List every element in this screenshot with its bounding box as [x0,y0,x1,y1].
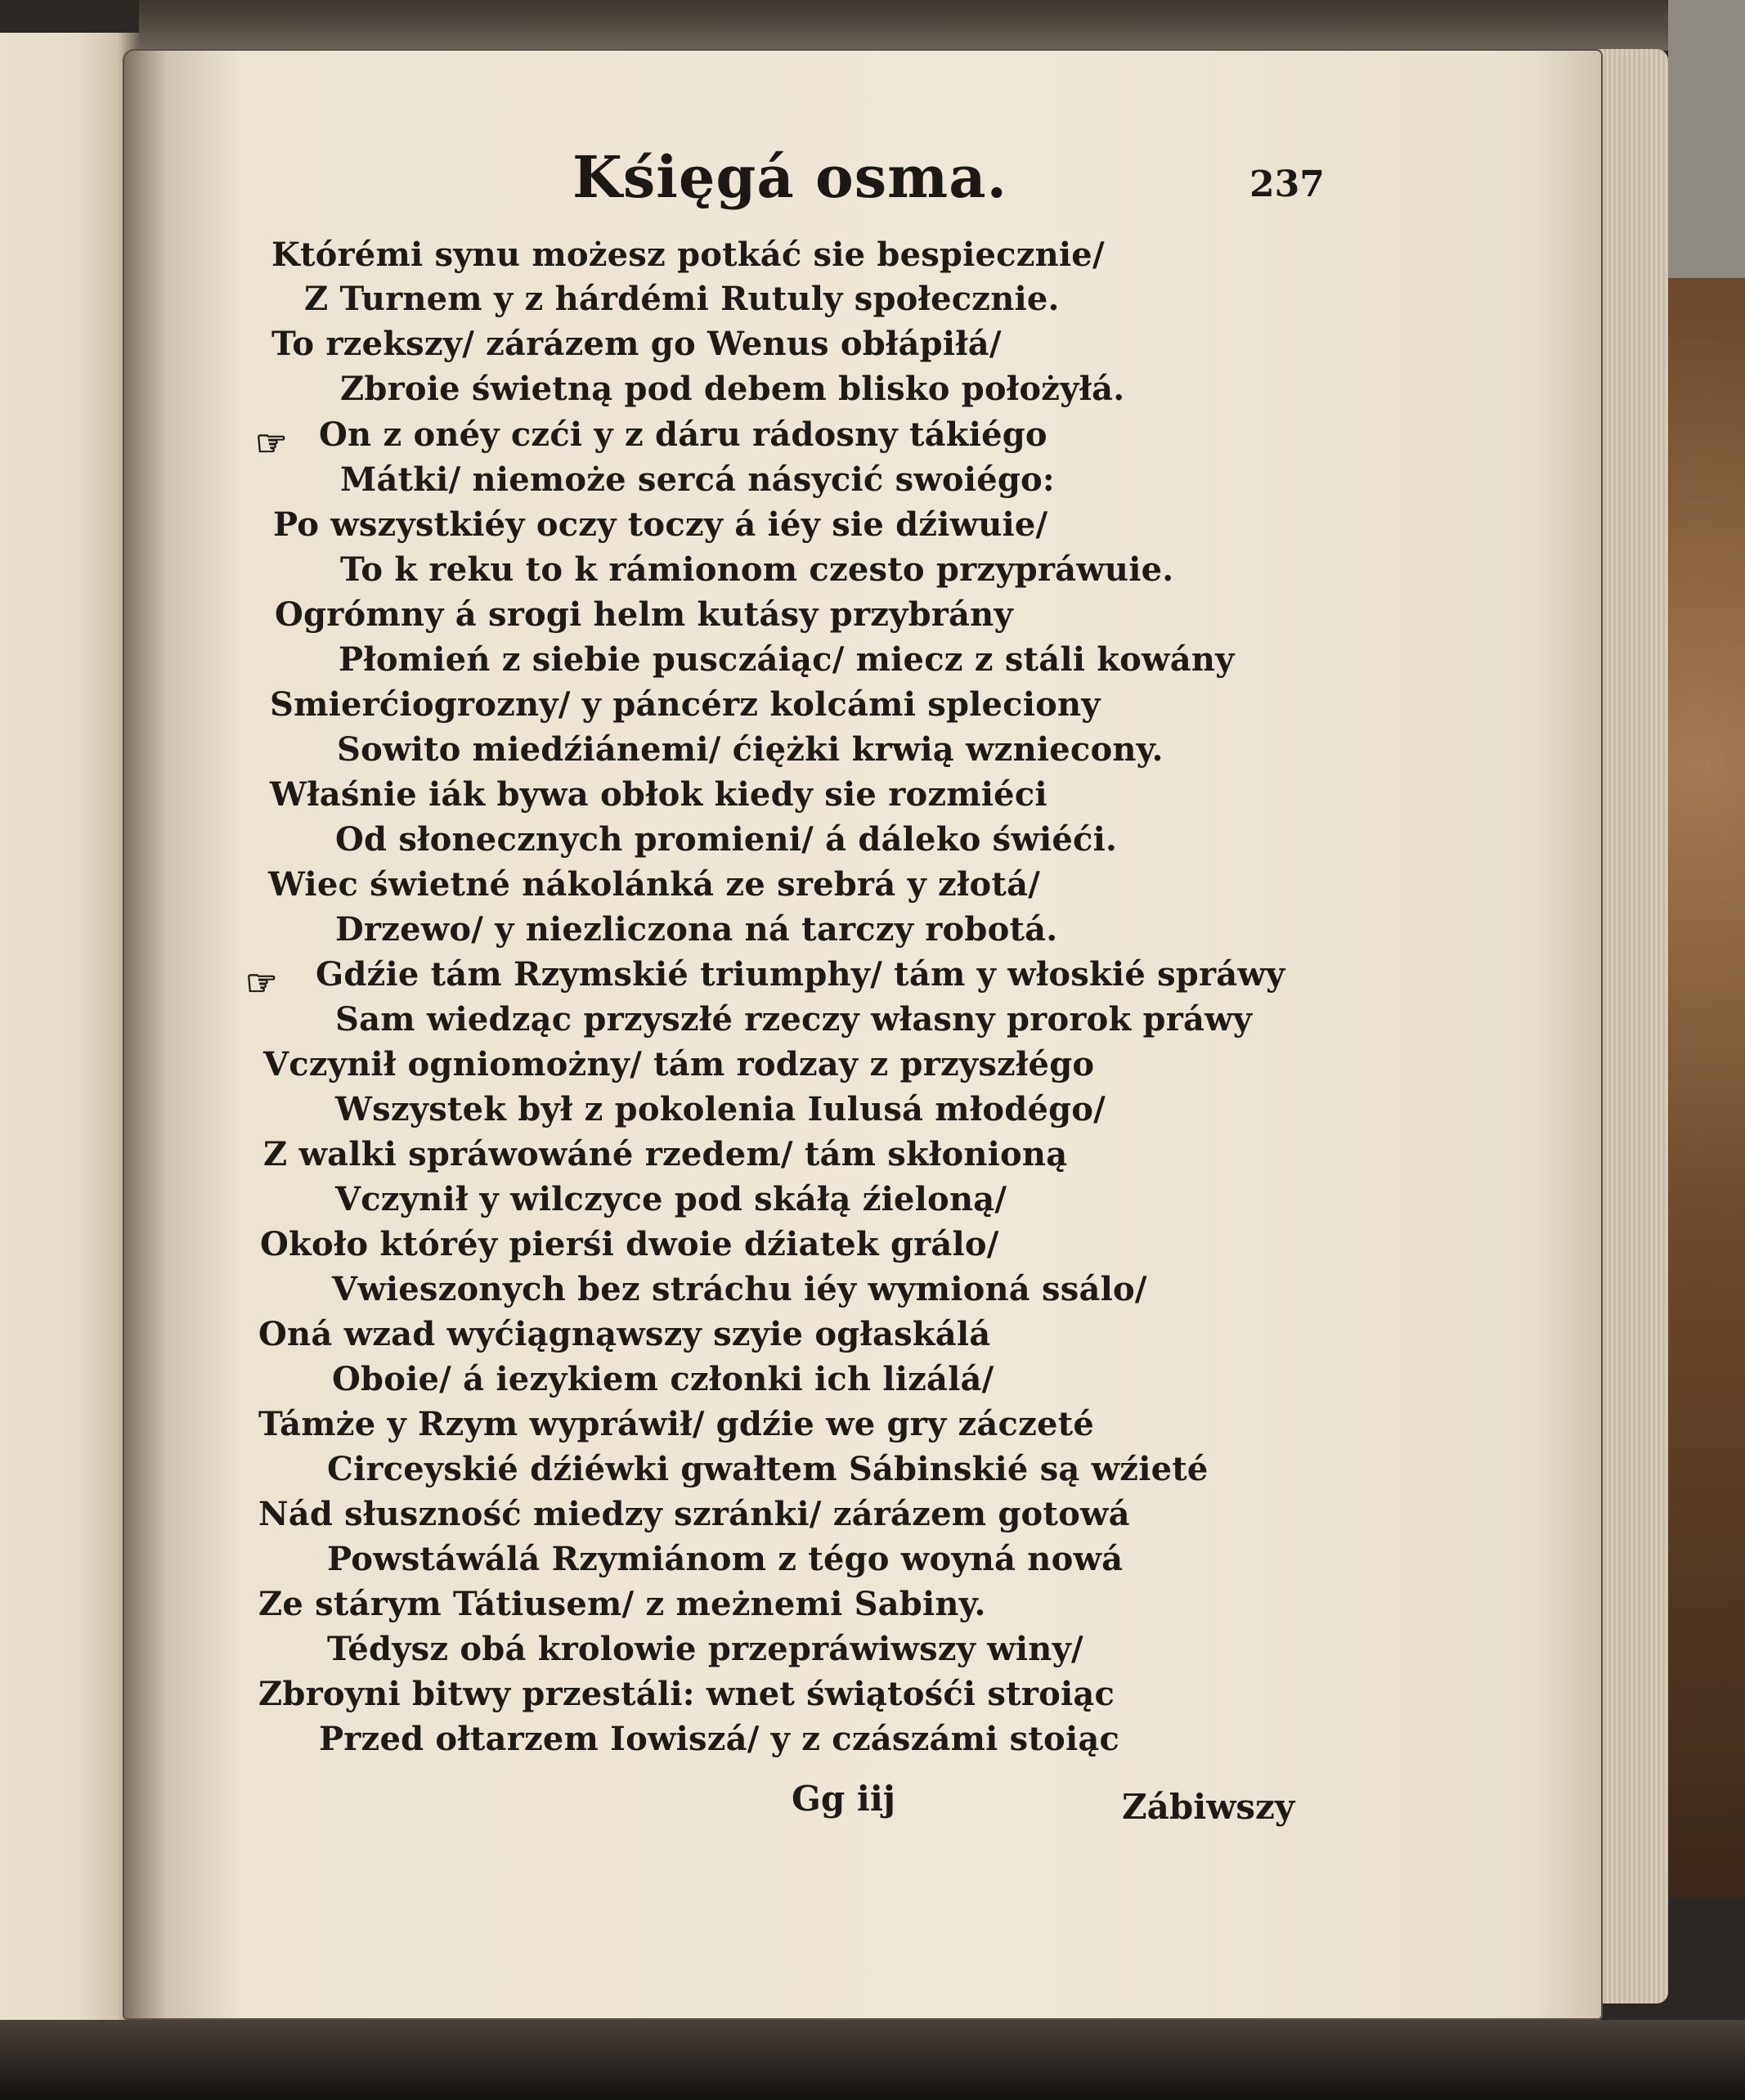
verse-line: Drzewo/ y niezliczona ná tarczy robotá. [335,910,1058,949]
verse-line: Circeyskié dźiéwki gwałtem Sábinskié są wźieté [327,1450,1209,1488]
verse-line: Oboie/ á iezykiem członki ich lizálá/ [332,1360,994,1398]
verse-line: On z onéy czći y z dáru rádosny tákiégo [319,415,1047,454]
signature-mark: Gg iij [792,1779,895,1819]
verse-line: To k reku to k rámionom czesto przypráwuie. [340,550,1174,589]
verse-line: Którémi synu możesz potkáć sie bespiecznie/ [271,236,1105,274]
verse-line: Z Turnem y z hárdémi Rutuly społecznie. [304,280,1060,318]
verse-line: Támże y Rzym wypráwił/ gdźie we gry záczeté [258,1405,1094,1443]
paragraph-mark-icon: ☞ [255,423,288,464]
verse-line: Wiec świetné nákolánká ze srebrá y złotá/ [268,865,1041,904]
verse-line: Powstáwálá Rzymiánom z tégo woyná nowá [327,1540,1124,1578]
catchword: Zábiwszy [1122,1787,1295,1827]
marbled-board [1668,278,1745,1897]
verse-line: Vwieszonych bez stráchu iéy wymioná ssálo/ [332,1270,1147,1308]
verse-line: Z walki spráwowáné rzedem/ tám skłonioną [263,1135,1068,1173]
verse-line: Od słonecznych promieni/ á dáleko świéći. [335,820,1118,859]
verse-line: Ze stárym Tátiusem/ z meżnemi Sabiny. [258,1585,986,1623]
verse-line: Nád słuszność miedzy szránki/ zárázem gotowá [258,1495,1130,1533]
verse-line: Gdźie tám Rzymskié triumphy/ tám y włoskié spráwy [316,955,1285,994]
page-number: 237 [1249,164,1325,205]
verse-line: Zbroie świetną pod debem blisko położyłá. [340,370,1125,408]
verse-line: Oná wzad wyćiągnąwszy szyie ogłaskálá [258,1315,991,1353]
left-page-edge [0,33,139,2061]
background-right [1668,0,1745,278]
paragraph-mark-icon: ☞ [245,962,278,1004]
verse-line: Vczynił ogniomożny/ tám rodzay z przyszłégo [263,1045,1095,1084]
verse-line: Ogrómny á srogi helm kutásy przybrány [275,595,1013,634]
background-top [139,0,1668,51]
verse-line: To rzekszy/ zárázem go Wenus obłápiłá/ [271,325,1002,363]
verse-line: Wszystek był z pokolenia Iulusá młodégo/ [335,1090,1106,1129]
verse-line: Około któréy pierśi dwoie dźiatek grálo/ [260,1225,999,1263]
verse-line: Właśnie iák bywa obłok kiedy sie rozmiéci [270,775,1047,814]
verse-line: Płomień z siebie pusczáiąc/ miecz z stáli kowány [339,640,1235,679]
verse-line: Przed ołtarzem Iowiszá/ y z czászámi stoiąc [319,1720,1120,1758]
background-bottom [0,2020,1745,2100]
verse-line: Sam wiedząc przyszłé rzeczy własny prorok práwy [335,1000,1253,1039]
verse-line: Po wszystkiéy oczy toczy á iéy sie dźiwuie/ [273,505,1048,544]
verse-line: Tédysz obá krolowie przepráwiwszy winy/ [327,1630,1083,1668]
verse-line: Vczynił y wilczyce pod skáłą źieloną/ [335,1180,1007,1218]
running-title: Kśięgá osma. [572,143,1007,211]
verse-line: Mátki/ niemoże sercá násycić swoiégo: [340,460,1055,499]
verse-line: Sowito miedźiánemi/ ćiężki krwią wzniecony. [337,730,1164,769]
verse-line: Zbroyni bitwy przestáli: wnet świątośći stroiąc [258,1675,1115,1713]
verse-line: Smierćiogrozny/ y páncérz kolcámi spleciony [270,685,1101,724]
